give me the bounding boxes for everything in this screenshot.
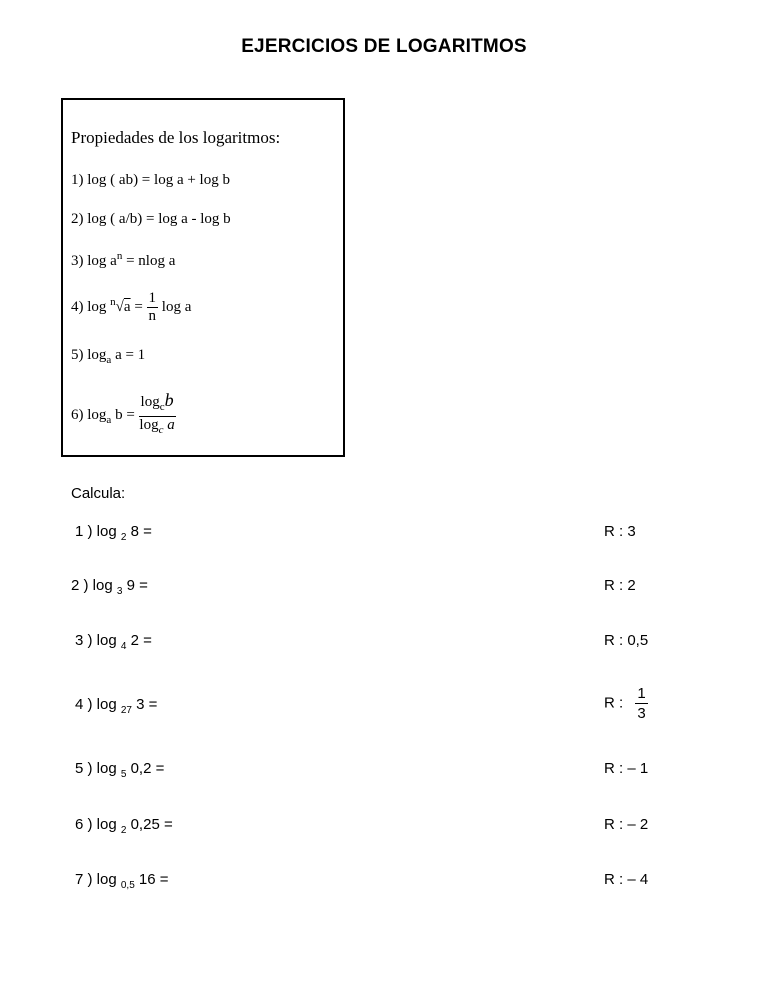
- exercise-3: [75, 632, 152, 652]
- answer-3: R : 0,5: [604, 632, 649, 649]
- property-5: [71, 347, 145, 366]
- exercise-7-base: 0,5: [120, 880, 135, 891]
- change-of-base-numerator: [139, 392, 176, 417]
- fraction-one-over-n: [147, 290, 159, 325]
- answer-5: R : – 1: [604, 760, 649, 777]
- answer-7: R : – 4: [604, 871, 649, 888]
- denominator-log: log: [139, 417, 159, 433]
- exercise-2-arg: 9: [122, 577, 135, 594]
- exercise-5: [75, 760, 165, 780]
- exercise-5-arg: 0,2: [126, 760, 152, 777]
- change-of-base-fraction: [139, 392, 176, 439]
- answer-2: R : 2: [604, 577, 636, 594]
- numerator-base: c: [159, 401, 165, 413]
- property-1: 1) log ( ab) = log a + log b: [71, 172, 230, 188]
- exercise-6-eq: =: [159, 816, 173, 833]
- denominator-var: a: [163, 417, 175, 433]
- property-5-post: a = 1: [111, 347, 146, 363]
- exercise-3-pre: 3 ) log: [75, 632, 121, 649]
- answer-4: [604, 684, 648, 723]
- property-4: [71, 290, 191, 325]
- fraction-numerator: 1: [148, 290, 157, 306]
- exercise-5-pre: 5 ) log: [75, 760, 121, 777]
- calcula-label: Calcula:: [71, 485, 126, 502]
- property-3-pre: 3) log a: [71, 253, 117, 269]
- exercise-6-pre: 6 ) log: [75, 816, 121, 833]
- exercise-6-arg: 0,25: [126, 816, 160, 833]
- page-title: EJERCICIOS DE LOGARITMOS: [241, 36, 527, 57]
- property-3: [71, 250, 175, 270]
- answer-4-fraction: [635, 684, 647, 723]
- exercise-3-base: 4: [120, 641, 127, 652]
- exercise-3-arg: 2: [126, 632, 139, 649]
- numerator-var: b: [164, 390, 174, 410]
- properties-heading: Propiedades de los logaritmos:: [71, 128, 281, 147]
- answer-4-denominator: 3: [637, 705, 646, 722]
- exercise-1-pre: 1 ) log: [75, 523, 121, 540]
- answer-4-prefix: R :: [604, 694, 624, 712]
- exercise-4-base: 27: [120, 705, 132, 716]
- radicand: a: [123, 298, 131, 315]
- exercise-2-base: 3: [116, 586, 123, 597]
- exercise-7-eq: =: [155, 871, 169, 888]
- radical-sign: √: [115, 298, 124, 315]
- property-5-base: a: [106, 354, 112, 366]
- exercise-6: [75, 816, 173, 836]
- exercise-2-eq: =: [134, 577, 148, 594]
- exercise-7-arg: 16: [134, 871, 156, 888]
- property-3-post: = nlog a: [122, 253, 176, 269]
- property-6-pre: 6) log: [71, 406, 107, 423]
- answer-1: R : 3: [604, 523, 636, 540]
- property-5-pre: 5) log: [71, 347, 107, 363]
- answer-6: R : – 2: [604, 816, 649, 833]
- exercise-2-pre: 2 ) log: [71, 577, 117, 594]
- property-6: [71, 392, 176, 439]
- denominator-base: c: [158, 424, 164, 436]
- exercise-4-pre: 4 ) log: [75, 696, 121, 713]
- property-6-post: b =: [111, 406, 139, 423]
- exercise-1-eq: =: [138, 523, 152, 540]
- change-of-base-denominator: [139, 417, 176, 439]
- property-4-eq: =: [130, 298, 147, 315]
- exercise-4-eq: =: [144, 696, 158, 713]
- property-4-post: log a: [161, 298, 192, 315]
- exercise-2: [71, 577, 148, 597]
- fraction-denominator: n: [148, 308, 157, 324]
- exercise-4-arg: 3: [131, 696, 145, 713]
- property-3-exponent: n: [116, 250, 123, 262]
- property-2: 2) log ( a/b) = log a - log b: [71, 211, 231, 227]
- exercise-3-eq: =: [138, 632, 152, 649]
- root-index: n: [110, 295, 116, 308]
- exercise-7: [75, 871, 169, 891]
- property-4-pre: 4) log: [71, 298, 111, 315]
- exercise-5-eq: =: [151, 760, 165, 777]
- numerator-log: log: [140, 394, 160, 410]
- exercise-4: [75, 696, 158, 716]
- exercise-1: [75, 523, 152, 543]
- property-6-base: a: [106, 413, 112, 426]
- exercise-1-arg: 8: [126, 523, 139, 540]
- exercise-1-base: 2: [120, 532, 127, 543]
- exercise-7-pre: 7 ) log: [75, 871, 121, 888]
- exercise-6-base: 2: [120, 825, 127, 836]
- answer-4-numerator: 1: [637, 685, 646, 702]
- exercise-5-base: 5: [120, 769, 127, 780]
